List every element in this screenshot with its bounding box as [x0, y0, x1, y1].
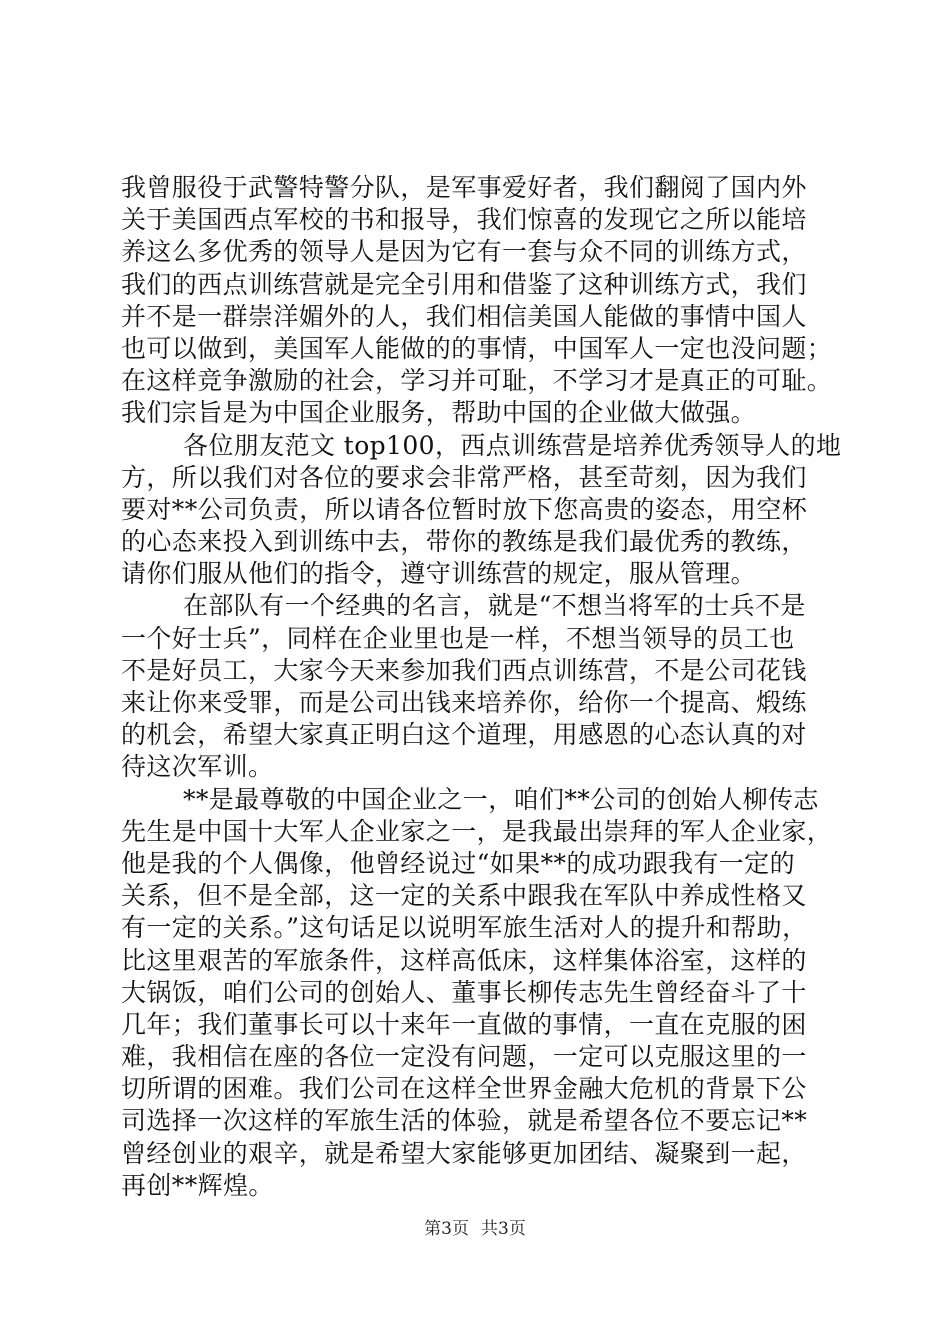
text-line: 并不是一群崇洋媚外的人，我们相信美国人能做的事情中国人 — [121, 301, 807, 331]
paragraph-first-line: 各位朋友范文 top100，西点训练营是培养优秀领导人的地 — [183, 430, 842, 460]
text-line: 在这样竞争激励的社会，学习并可耻，不学习才是真正的可耻。 — [121, 366, 833, 396]
text-line: 一个好士兵”，同样在企业里也是一样，不想当领导的员工也 — [121, 623, 795, 653]
text-line: 我们宗旨是为中国企业服务，帮助中国的企业做大做强。 — [121, 398, 757, 428]
text-line: 有一定的关系。”这句话足以说明军旅生活对人的提升和帮助， — [121, 913, 808, 943]
text-line: 切所谓的困难。我们公司在这样全世界金融大危机的背景下公 — [121, 1074, 807, 1104]
text-line: 我曾服役于武警特警分队，是军事爱好者，我们翻阅了国内外 — [121, 173, 807, 202]
text-line: 不是好员工，大家今天来参加我们西点训练营，不是公司花钱 — [121, 655, 807, 685]
text-line: 再创**辉煌。 — [121, 1170, 274, 1200]
page-total: 共3页 — [481, 1219, 526, 1239]
text-line: 方，所以我们对各位的要求会非常严格，甚至苛刻，因为我们 — [121, 462, 807, 492]
text-line: 的心态来投入到训练中去，带你的教练是我们最优秀的教练， — [121, 527, 807, 557]
text-line: 司选择一次这样的军旅生活的体验，就是希望各位不要忘记** — [121, 1106, 808, 1136]
text-line: 难，我相信在座的各位一定没有问题，一定可以克服这里的一 — [121, 1042, 807, 1072]
text-line: 先生是中国十大军人企业家之一，是我最出崇拜的军人企业家， — [121, 816, 833, 846]
text-line: 待这次军训。 — [121, 752, 274, 782]
text-line: 比这里艰苦的军旅条件，这样高低床，这样集体浴室，这样的 — [121, 945, 807, 975]
text-line: 几年；我们董事长可以十来年一直做的事情，一直在克服的困 — [121, 1009, 807, 1039]
text-line: 来让你来受罪，而是公司出钱来培养你，给你一个提高、煅练 — [121, 688, 807, 717]
text-line: 也可以做到，美国军人能做的的事情，中国军人一定也没问题； — [121, 333, 833, 363]
text-line: 大锅饭，咱们公司的创始人、董事长柳传志先生曾经奋斗了十 — [121, 977, 807, 1007]
text-line: 请你们服从他们的指令，遵守训练营的规定，服从管理。 — [121, 559, 757, 589]
text-line: 我们的西点训练营就是完全引用和借鉴了这种训练方式，我们 — [121, 269, 807, 299]
page-footer — [0, 1218, 950, 1240]
text-line: 要对**公司负责，所以请各位暂时放下您高贵的姿态，用空杯 — [121, 494, 808, 524]
document-body — [121, 172, 841, 1202]
text-line: 曾经创业的艰辛，就是希望大家能够更加团结、凝聚到一起， — [121, 1138, 807, 1168]
paragraph-first-line: **是最尊敬的中国企业之一，咱们**公司的创始人柳传志 — [183, 784, 819, 814]
text-line: 养这么多优秀的领导人是因为它有一套与众不同的训练方式， — [121, 237, 807, 267]
page-number: 第3页 — [424, 1219, 469, 1239]
paragraph-first-line: 在部队有一个经典的名言，就是“不想当将军的士兵不是 — [183, 591, 806, 621]
text-line: 的机会，希望大家真正明白这个道理，用感恩的心态认真的对 — [121, 720, 807, 750]
text-line: 关系，但不是全部，这一定的关系中跟我在军队中养成性格又 — [121, 881, 807, 911]
text-line: 关于美国西点军校的书和报导，我们惊喜的发现它之所以能培 — [121, 205, 807, 235]
text-line: 他是我的个人偶像，他曾经说过“如果**的成功跟我有一定的 — [121, 848, 795, 878]
